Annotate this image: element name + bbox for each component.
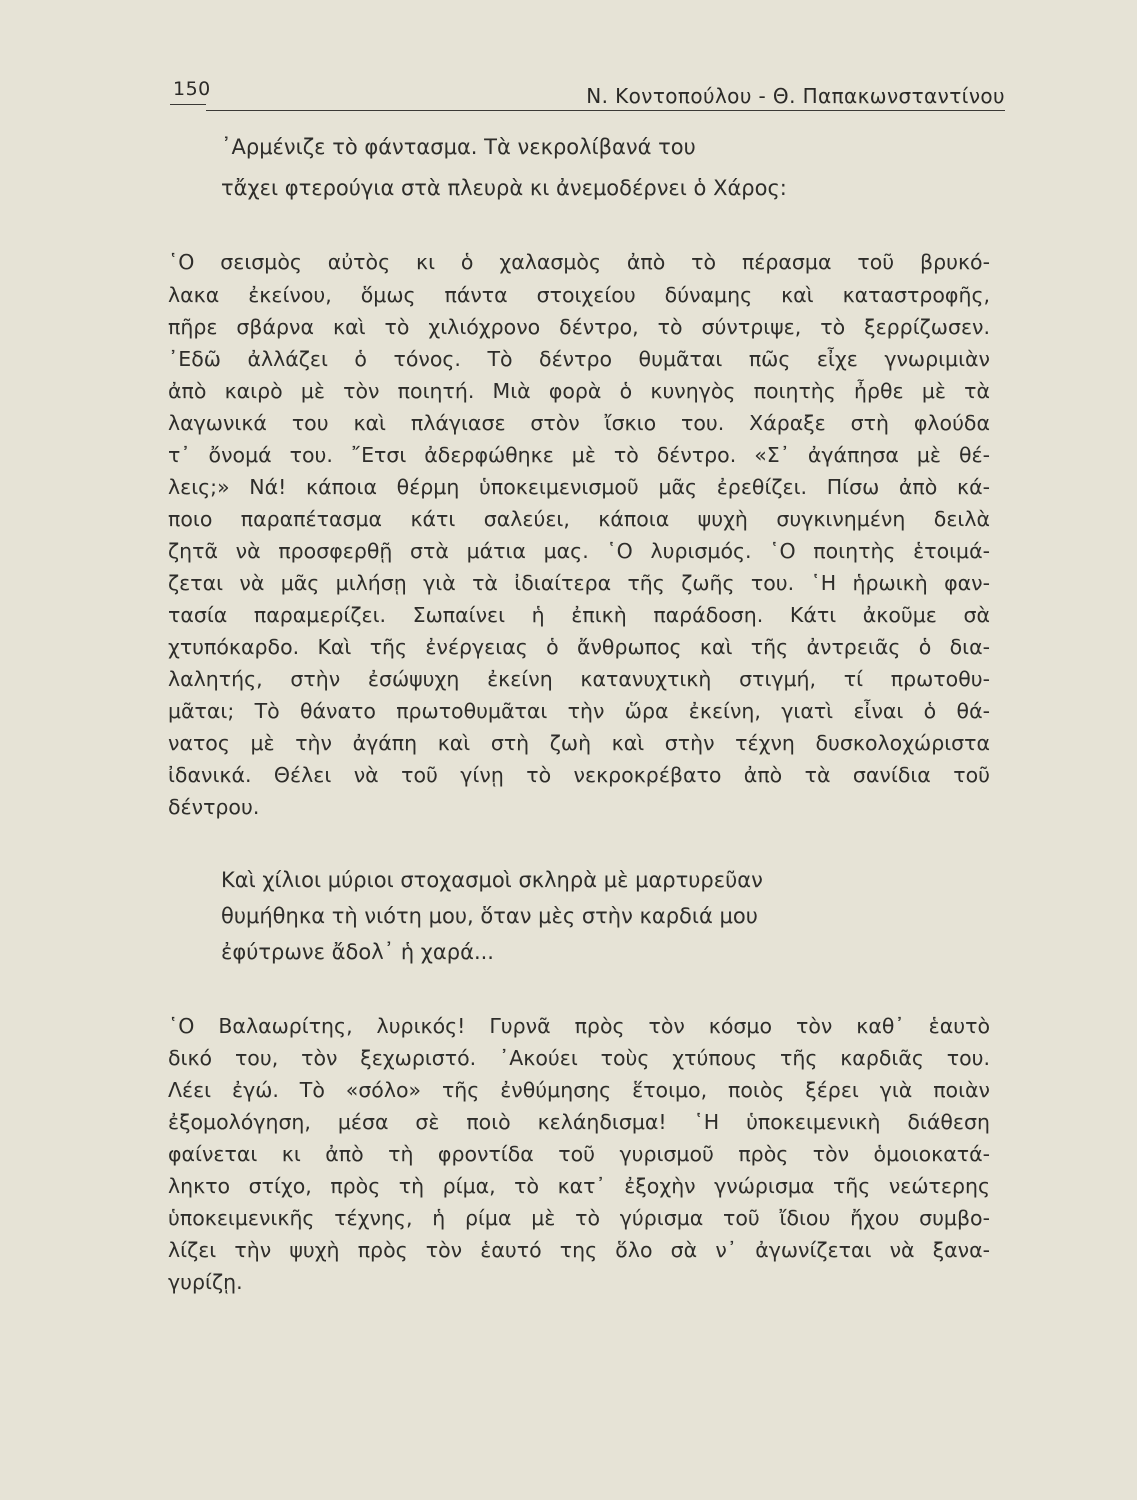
text-line: ληκτο στίχο, πρὸς τὴ ρίμα, τὸ κατ᾿ ἐξοχὴν γνώρισμα τῆς νεώτερης: [168, 1174, 990, 1198]
text-line: τασία παραμερίζει. Σωπαίνει ἡ ἐπικὴ παράδοση. Κάτι ἀκοῦμε σὰ: [168, 603, 990, 627]
header-rule: [206, 110, 1005, 111]
verse-line: Καὶ χίλιοι μύριοι στοχασμοὶ σκληρὰ μὲ μαρτυρεῦαν: [221, 868, 763, 892]
text-line: ῾Ο Βαλαωρίτης, λυρικός! Γυρνᾶ πρὸς τὸν κόσμο τὸν καθ᾿ ἑαυτὸ: [168, 1014, 990, 1038]
text-line: ζητᾶ νὰ προσφερθῇ στὰ μάτια μας. ῾Ο λυρισμός. ῾Ο ποιητὴς ἑτοιμά-: [168, 539, 990, 563]
text-line: ποιο παραπέτασμα κάτι σαλεύει, κάποια ψυχὴ συγκινημένη δειλὰ: [168, 507, 990, 531]
text-line: πῆρε σβάρνα καὶ τὸ χιλιόχρονο δέντρο, τὸ σύντριψε, τὸ ξερρίζωσεν.: [168, 315, 990, 339]
text-line: ᾿Εδῶ ἀλλάζει ὁ τόνος. Τὸ δέντρο θυμᾶται πῶς εἶχε γνωριμιὰν: [168, 347, 990, 371]
text-line: χτυπόκαρδο. Καὶ τῆς ἐνέργειας ὁ ἄνθρωπος καὶ τῆς ἀντρειᾶς ὁ δια-: [168, 635, 990, 659]
text-line: λαγωνικά του καὶ πλάγιασε στὸν ἴσκιο του. Χάραξε στὴ φλούδα: [168, 411, 990, 435]
verse-line: ἐφύτρωνε ἄδολ᾿ ἡ χαρά...: [221, 940, 494, 964]
page-number: 150: [173, 78, 211, 100]
text-line: Λέει ἐγώ. Τὸ «σόλο» τῆς ἐνθύμησης ἕτοιμο, ποιὸς ξέρει γιὰ ποιὰν: [168, 1078, 990, 1102]
verse-line: τἄχει φτερούγια στὰ πλευρὰ κι ἀνεμοδέρνει ὁ Χάρος:: [221, 176, 787, 200]
text-line: μᾶται; Τὸ θάνατο πρωτοθυμᾶται τὴν ὥρα ἐκείνη, γιατὶ εἶναι ὁ θά-: [168, 699, 990, 723]
text-line: ζεται νὰ μᾶς μιλήσῃ γιὰ τὰ ἰδιαίτερα τῆς ζωῆς του. ῾Η ἡρωικὴ φαν-: [168, 571, 990, 595]
text-line: ἀπὸ καιρὸ μὲ τὸν ποιητή. Μιὰ φορὰ ὁ κυνηγὸς ποιητὴς ἦρθε μὲ τὰ: [168, 379, 990, 403]
text-line: νατος μὲ τὴν ἀγάπη καὶ στὴ ζωὴ καὶ στὴν τέχνη δυσκολοχώριστα: [168, 731, 990, 755]
text-line: γυρίζῃ.: [168, 1270, 243, 1294]
text-line: φαίνεται κι ἀπὸ τὴ φροντίδα τοῦ γυρισμοῦ πρὸς τὸν ὁμοιοκατά-: [168, 1142, 990, 1166]
verse-line: ᾿Αρμένιζε τὸ φάντασμα. Τὰ νεκρολίβανά του: [221, 135, 696, 159]
text-line: λεις;» Νά! κάποια θέρμη ὑποκειμενισμοῦ μᾶς ἐρεθίζει. Πίσω ἀπὸ κά-: [168, 475, 990, 499]
text-line: τ᾿ ὄνομά του. ῎Ετσι ἀδερφώθηκε μὲ τὸ δέντρο. «Σ᾿ ἀγάπησα μὲ θέ-: [168, 443, 990, 467]
text-line: λαλητής, στὴν ἐσώψυχη ἐκείνη κατανυχτικὴ στιγμή, τί πρωτοθυ-: [168, 667, 990, 691]
text-line: ἰδανικά. Θέλει νὰ τοῦ γίνῃ τὸ νεκροκρέβατο ἀπὸ τὰ σανίδια τοῦ: [168, 763, 990, 787]
text-line: ἐξομολόγηση, μέσα σὲ ποιὸ κελάηδισμα! ῾Η ὑποκειμενικὴ διάθεση: [168, 1110, 990, 1134]
text-line: δικό του, τὸν ξεχωριστό. ᾿Ακούει τοὺς χτύπους τῆς καρδιᾶς του.: [168, 1046, 990, 1070]
page-header: [170, 72, 1005, 112]
page-number-underline: [170, 104, 206, 105]
running-head: Ν. Κοντοπούλου - Θ. Παπακωνσταντίνου: [586, 84, 1005, 108]
text-line: ὑποκειμενικῆς τέχνης, ἡ ρίμα μὲ τὸ γύρισμα τοῦ ἴδιου ἤχου συμβο-: [168, 1206, 990, 1230]
text-line: δέντρου.: [168, 795, 260, 819]
text-line: ῾Ο σεισμὸς αὐτὸς κι ὁ χαλασμὸς ἀπὸ τὸ πέρασμα τοῦ βρυκό-: [168, 250, 990, 274]
text-line: λακα ἐκείνου, ὅμως πάντα στοιχείου δύναμης καὶ καταστροφῆς,: [168, 283, 990, 307]
text-line: λίζει τὴν ψυχὴ πρὸς τὸν ἑαυτό της ὅλο σὰ ν᾿ ἀγωνίζεται νὰ ξανα-: [168, 1238, 990, 1262]
verse-line: θυμήθηκα τὴ νιότη μου, ὅταν μὲς στὴν καρδιά μου: [221, 904, 758, 928]
